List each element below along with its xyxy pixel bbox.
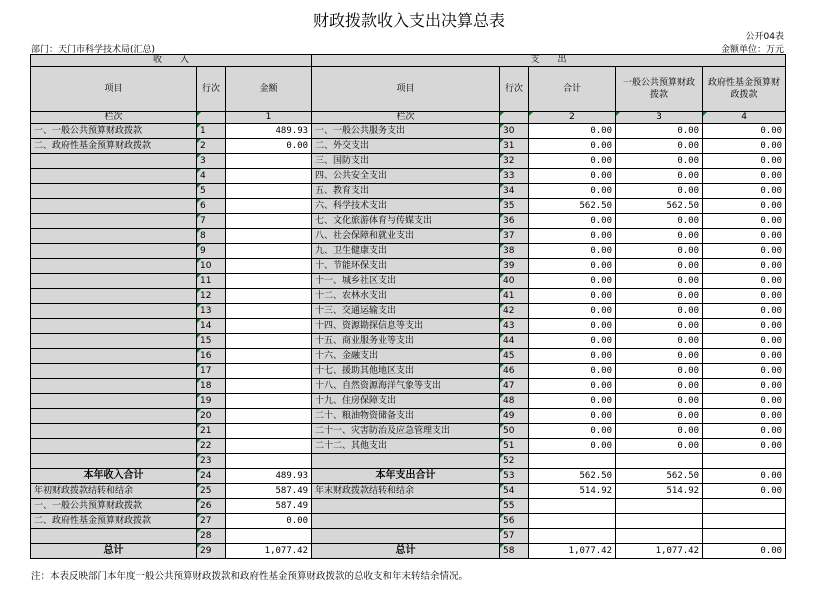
row-no: 12 xyxy=(197,289,226,304)
table-row xyxy=(31,274,786,289)
expense-fund-budget: 0.00 xyxy=(703,364,786,379)
expense-general-budget: 0.00 xyxy=(616,154,703,169)
expense-fund-budget: 0.00 xyxy=(703,409,786,424)
carry-in-fund-amount: 0.00 xyxy=(226,514,312,529)
blank-item xyxy=(312,529,500,544)
row-no: 33 xyxy=(500,169,529,184)
expense-general-budget: 0.00 xyxy=(616,409,703,424)
row-no: 52 xyxy=(500,454,529,469)
income-item xyxy=(31,199,197,214)
table-row xyxy=(31,409,786,424)
income-amount xyxy=(226,199,312,214)
row-no: 18 xyxy=(197,379,226,394)
carry-out-amount: 514.92 xyxy=(529,484,616,499)
grand-total-amount: 1,077.42 xyxy=(226,544,312,559)
expense-item xyxy=(312,454,500,469)
row-no: 10 xyxy=(197,259,226,274)
expense-general-budget xyxy=(616,454,703,469)
row-no: 45 xyxy=(500,349,529,364)
row-no: 39 xyxy=(500,259,529,274)
blank-cell xyxy=(703,499,786,514)
table-row xyxy=(31,334,786,349)
table-row xyxy=(31,259,786,274)
expense-item: 二十、粮油物资储备支出 xyxy=(312,409,500,424)
col-index-3: 3 xyxy=(616,112,703,124)
expense-general-budget: 0.00 xyxy=(616,319,703,334)
expense-fund-budget: 0.00 xyxy=(703,439,786,454)
expense-fund-budget: 0.00 xyxy=(703,379,786,394)
row-no: 19 xyxy=(197,394,226,409)
expense-item: 十四、资源勘探信息等支出 xyxy=(312,319,500,334)
income-item xyxy=(31,184,197,199)
expense-fund-budget xyxy=(703,454,786,469)
budget-summary-table xyxy=(30,54,786,559)
income-item xyxy=(31,334,197,349)
row-no: 17 xyxy=(197,364,226,379)
row-no: 11 xyxy=(197,274,226,289)
expense-total-label: 本年支出合计 xyxy=(312,469,500,484)
col-header-row-no-expense: 行次 xyxy=(500,67,529,112)
expense-item: 十一、城乡社区支出 xyxy=(312,274,500,289)
grand-total-label: 总计 xyxy=(31,544,197,559)
expense-total-general: 562.50 xyxy=(616,469,703,484)
table-row xyxy=(31,184,786,199)
expense-general-budget: 0.00 xyxy=(616,394,703,409)
income-item: 二、政府性基金预算财政拨款 xyxy=(31,139,197,154)
expense-fund-budget: 0.00 xyxy=(703,214,786,229)
row-no: 51 xyxy=(500,439,529,454)
table-row xyxy=(31,154,786,169)
income-item xyxy=(31,289,197,304)
expense-item: 四、公共安全支出 xyxy=(312,169,500,184)
footnote: 注：本表反映部门本年度一般公共预算财政拨款和政府性基金预算财政拨款的总收支和年末转结余情况。 xyxy=(31,571,469,582)
grand-total-expense-label: 总计 xyxy=(312,544,500,559)
expense-fund-budget: 0.00 xyxy=(703,124,786,139)
expense-item: 五、教育支出 xyxy=(312,184,500,199)
col-header-row-no: 行次 xyxy=(197,67,226,112)
expense-total: 0.00 xyxy=(529,139,616,154)
table-row xyxy=(31,124,786,139)
expense-item: 三、国防支出 xyxy=(312,154,500,169)
income-item xyxy=(31,244,197,259)
table-row xyxy=(31,379,786,394)
expense-fund-budget: 0.00 xyxy=(703,139,786,154)
row-no: 8 xyxy=(197,229,226,244)
blank-cell xyxy=(616,499,703,514)
row-no: 9 xyxy=(197,244,226,259)
expense-general-budget: 0.00 xyxy=(616,259,703,274)
col-header-amount: 金额 xyxy=(226,67,312,112)
col-index-label-expense: 栏次 xyxy=(312,112,500,124)
expense-total: 0.00 xyxy=(529,229,616,244)
row-no: 54 xyxy=(500,484,529,499)
income-item xyxy=(31,439,197,454)
expense-total: 0.00 xyxy=(529,259,616,274)
row-no: 21 xyxy=(197,424,226,439)
expense-item: 九、卫生健康支出 xyxy=(312,244,500,259)
expense-item: 二、外交支出 xyxy=(312,139,500,154)
table-row xyxy=(31,349,786,364)
row-no: 32 xyxy=(500,154,529,169)
table-row xyxy=(31,424,786,439)
expense-general-budget: 0.00 xyxy=(616,274,703,289)
income-item xyxy=(31,274,197,289)
blank-item xyxy=(312,514,500,529)
expense-general-budget: 0.00 xyxy=(616,244,703,259)
expense-total: 0.00 xyxy=(529,304,616,319)
row-no: 53 xyxy=(500,469,529,484)
income-amount xyxy=(226,409,312,424)
col-header-general-budget: 一般公共预算财政拨款 xyxy=(616,67,703,112)
income-item xyxy=(31,259,197,274)
expense-total: 0.00 xyxy=(529,334,616,349)
row-no: 20 xyxy=(197,409,226,424)
income-item xyxy=(31,214,197,229)
expense-item: 十九、住房保障支出 xyxy=(312,394,500,409)
income-amount xyxy=(226,394,312,409)
expense-item: 六、科学技术支出 xyxy=(312,199,500,214)
expense-total: 0.00 xyxy=(529,394,616,409)
income-amount xyxy=(226,229,312,244)
form-code: 公开04表 xyxy=(745,32,784,42)
expense-fund-budget: 0.00 xyxy=(703,319,786,334)
row-no: 36 xyxy=(500,214,529,229)
expense-general-budget: 0.00 xyxy=(616,304,703,319)
row-no: 38 xyxy=(500,244,529,259)
expense-general-budget: 0.00 xyxy=(616,184,703,199)
row-no: 13 xyxy=(197,304,226,319)
row-no: 46 xyxy=(500,364,529,379)
expense-item: 八、社会保障和就业支出 xyxy=(312,229,500,244)
row-no: 49 xyxy=(500,409,529,424)
expense-fund-budget: 0.00 xyxy=(703,289,786,304)
income-amount xyxy=(226,154,312,169)
row-no: 6 xyxy=(197,199,226,214)
row-no: 37 xyxy=(500,229,529,244)
row-no: 44 xyxy=(500,334,529,349)
table-row xyxy=(31,199,786,214)
expense-general-budget: 0.00 xyxy=(616,214,703,229)
expense-general-budget: 0.00 xyxy=(616,139,703,154)
expense-fund-budget: 0.00 xyxy=(703,154,786,169)
row-no: 2 xyxy=(197,139,226,154)
expense-total: 0.00 xyxy=(529,379,616,394)
carry-in-fund-label: 二、政府性基金预算财政拨款 xyxy=(31,514,197,529)
blank-cell xyxy=(529,514,616,529)
expense-total: 0.00 xyxy=(529,364,616,379)
row-no: 1 xyxy=(197,124,226,139)
table-row xyxy=(31,169,786,184)
expense-total: 0.00 xyxy=(529,274,616,289)
row-no: 50 xyxy=(500,424,529,439)
row-no: 31 xyxy=(500,139,529,154)
row-no: 5 xyxy=(197,184,226,199)
income-amount xyxy=(226,379,312,394)
expense-fund-budget: 0.00 xyxy=(703,169,786,184)
expense-total xyxy=(529,454,616,469)
carry-out-label: 年末财政拨款结转和结余 xyxy=(312,484,500,499)
row-no: 15 xyxy=(197,334,226,349)
carry-out-fund: 0.00 xyxy=(703,484,786,499)
blank-cell xyxy=(616,514,703,529)
row-no: 14 xyxy=(197,319,226,334)
blank-cell xyxy=(529,529,616,544)
expense-fund-budget: 0.00 xyxy=(703,244,786,259)
col-index-blank-expense xyxy=(500,112,529,124)
grand-total-expense: 1,077.42 xyxy=(529,544,616,559)
expense-item: 二十二、其他支出 xyxy=(312,439,500,454)
row-no: 47 xyxy=(500,379,529,394)
expense-total: 0.00 xyxy=(529,349,616,364)
expense-item: 十二、农林水支出 xyxy=(312,289,500,304)
expense-item: 七、文化旅游体育与传媒支出 xyxy=(312,214,500,229)
table-row xyxy=(31,439,786,454)
row-no: 25 xyxy=(197,484,226,499)
col-index-label: 栏次 xyxy=(31,112,197,124)
expense-general-budget: 0.00 xyxy=(616,424,703,439)
col-index-1: 1 xyxy=(226,112,312,124)
expense-general-budget: 562.50 xyxy=(616,199,703,214)
row-no: 57 xyxy=(500,529,529,544)
expense-fund-budget: 0.00 xyxy=(703,229,786,244)
blank-cell xyxy=(703,529,786,544)
row-no: 28 xyxy=(197,529,226,544)
income-amount xyxy=(226,349,312,364)
expense-item: 二十一、灾害防治及应急管理支出 xyxy=(312,424,500,439)
expense-item: 一、一般公共服务支出 xyxy=(312,124,500,139)
income-item xyxy=(31,379,197,394)
row-no: 29 xyxy=(197,544,226,559)
blank-cell xyxy=(616,529,703,544)
row-no: 7 xyxy=(197,214,226,229)
income-amount xyxy=(226,334,312,349)
expense-general-budget: 0.00 xyxy=(616,124,703,139)
row-no: 3 xyxy=(197,154,226,169)
grand-total-general: 1,077.42 xyxy=(616,544,703,559)
expense-general-budget: 0.00 xyxy=(616,169,703,184)
expense-general-budget: 0.00 xyxy=(616,334,703,349)
expense-item: 十、节能环保支出 xyxy=(312,259,500,274)
income-item xyxy=(31,229,197,244)
blank-item xyxy=(312,499,500,514)
expense-fund-budget: 0.00 xyxy=(703,274,786,289)
income-item xyxy=(31,169,197,184)
col-header-fund-budget: 政府性基金预算财政拨款 xyxy=(703,67,786,112)
row-no: 41 xyxy=(500,289,529,304)
expense-total-fund: 0.00 xyxy=(703,469,786,484)
row-no: 30 xyxy=(500,124,529,139)
row-no: 55 xyxy=(500,499,529,514)
income-total-label: 本年收入合计 xyxy=(31,469,197,484)
expense-section-header: 支 出 xyxy=(312,55,786,67)
expense-item: 十八、自然资源海洋气象等支出 xyxy=(312,379,500,394)
income-amount xyxy=(226,424,312,439)
table-row xyxy=(31,214,786,229)
income-amount xyxy=(226,259,312,274)
col-index-blank xyxy=(197,112,226,124)
income-amount xyxy=(226,184,312,199)
table-row xyxy=(31,139,786,154)
income-total-amount: 489.93 xyxy=(226,469,312,484)
income-amount: 489.93 xyxy=(226,124,312,139)
carry-in-general-label: 一、一般公共预算财政拨款 xyxy=(31,499,197,514)
expense-total: 0.00 xyxy=(529,244,616,259)
row-no: 40 xyxy=(500,274,529,289)
report-title: 财政拨款收入支出决算总表 xyxy=(312,11,505,30)
expense-fund-budget: 0.00 xyxy=(703,184,786,199)
income-amount xyxy=(226,244,312,259)
income-item xyxy=(31,304,197,319)
row-no: 56 xyxy=(500,514,529,529)
income-amount xyxy=(226,364,312,379)
income-amount xyxy=(226,274,312,289)
expense-general-budget: 0.00 xyxy=(616,349,703,364)
income-section-header: 收 入 xyxy=(31,55,312,67)
income-amount: 0.00 xyxy=(226,139,312,154)
expense-fund-budget: 0.00 xyxy=(703,334,786,349)
income-item xyxy=(31,394,197,409)
expense-total: 0.00 xyxy=(529,439,616,454)
row-no: 58 xyxy=(500,544,529,559)
expense-general-budget: 0.00 xyxy=(616,379,703,394)
blank-cell xyxy=(703,514,786,529)
expense-total: 0.00 xyxy=(529,424,616,439)
expense-fund-budget: 0.00 xyxy=(703,394,786,409)
row-no: 26 xyxy=(197,499,226,514)
expense-fund-budget: 0.00 xyxy=(703,349,786,364)
blank-cell xyxy=(226,529,312,544)
expense-total: 0.00 xyxy=(529,184,616,199)
row-no: 4 xyxy=(197,169,226,184)
table-row xyxy=(31,304,786,319)
income-amount xyxy=(226,319,312,334)
income-item xyxy=(31,154,197,169)
income-amount xyxy=(226,439,312,454)
income-amount xyxy=(226,454,312,469)
department-label: 部门：天门市科学技术局(汇总) xyxy=(31,45,156,55)
expense-total: 0.00 xyxy=(529,289,616,304)
expense-total: 0.00 xyxy=(529,169,616,184)
carry-in-label: 年初财政拨款结转和结余 xyxy=(31,484,197,499)
income-amount xyxy=(226,289,312,304)
table-row xyxy=(31,394,786,409)
row-no: 42 xyxy=(500,304,529,319)
grand-total-fund: 0.00 xyxy=(703,544,786,559)
income-item xyxy=(31,349,197,364)
income-amount xyxy=(226,169,312,184)
row-no: 35 xyxy=(500,199,529,214)
table-row xyxy=(31,244,786,259)
row-no: 24 xyxy=(197,469,226,484)
col-header-item: 项目 xyxy=(31,67,197,112)
table-row xyxy=(31,364,786,379)
row-no: 22 xyxy=(197,439,226,454)
table-row xyxy=(31,229,786,244)
row-no: 48 xyxy=(500,394,529,409)
expense-item: 十七、援助其他地区支出 xyxy=(312,364,500,379)
unit-label: 金额单位：万元 xyxy=(720,45,784,55)
income-item xyxy=(31,364,197,379)
expense-item: 十三、交通运输支出 xyxy=(312,304,500,319)
table-row xyxy=(31,454,786,469)
expense-total: 562.50 xyxy=(529,199,616,214)
table-row xyxy=(31,289,786,304)
expense-general-budget: 0.00 xyxy=(616,229,703,244)
col-header-item-expense: 项目 xyxy=(312,67,500,112)
expense-general-budget: 0.00 xyxy=(616,439,703,454)
income-item xyxy=(31,409,197,424)
carry-out-general: 514.92 xyxy=(616,484,703,499)
expense-total: 0.00 xyxy=(529,124,616,139)
expense-general-budget: 0.00 xyxy=(616,289,703,304)
expense-general-budget: 0.00 xyxy=(616,364,703,379)
blank-item xyxy=(31,529,197,544)
blank-cell xyxy=(529,499,616,514)
expense-total-amount: 562.50 xyxy=(529,469,616,484)
expense-total: 0.00 xyxy=(529,154,616,169)
row-no: 23 xyxy=(197,454,226,469)
expense-item: 十六、金融支出 xyxy=(312,349,500,364)
row-no: 43 xyxy=(500,319,529,334)
table-row xyxy=(31,319,786,334)
col-index-2: 2 xyxy=(529,112,616,124)
income-item: 一、一般公共预算财政拨款 xyxy=(31,124,197,139)
col-header-total: 合计 xyxy=(529,67,616,112)
income-item xyxy=(31,319,197,334)
expense-fund-budget: 0.00 xyxy=(703,304,786,319)
income-amount xyxy=(226,304,312,319)
carry-in-general-amount: 587.49 xyxy=(226,499,312,514)
expense-fund-budget: 0.00 xyxy=(703,199,786,214)
expense-item: 十五、商业服务业等支出 xyxy=(312,334,500,349)
income-item xyxy=(31,424,197,439)
row-no: 16 xyxy=(197,349,226,364)
row-no: 27 xyxy=(197,514,226,529)
col-index-4: 4 xyxy=(703,112,786,124)
expense-total: 0.00 xyxy=(529,214,616,229)
expense-fund-budget: 0.00 xyxy=(703,259,786,274)
income-item xyxy=(31,454,197,469)
expense-total: 0.00 xyxy=(529,409,616,424)
carry-in-amount: 587.49 xyxy=(226,484,312,499)
expense-fund-budget: 0.00 xyxy=(703,424,786,439)
expense-total: 0.00 xyxy=(529,319,616,334)
row-no: 34 xyxy=(500,184,529,199)
income-amount xyxy=(226,214,312,229)
